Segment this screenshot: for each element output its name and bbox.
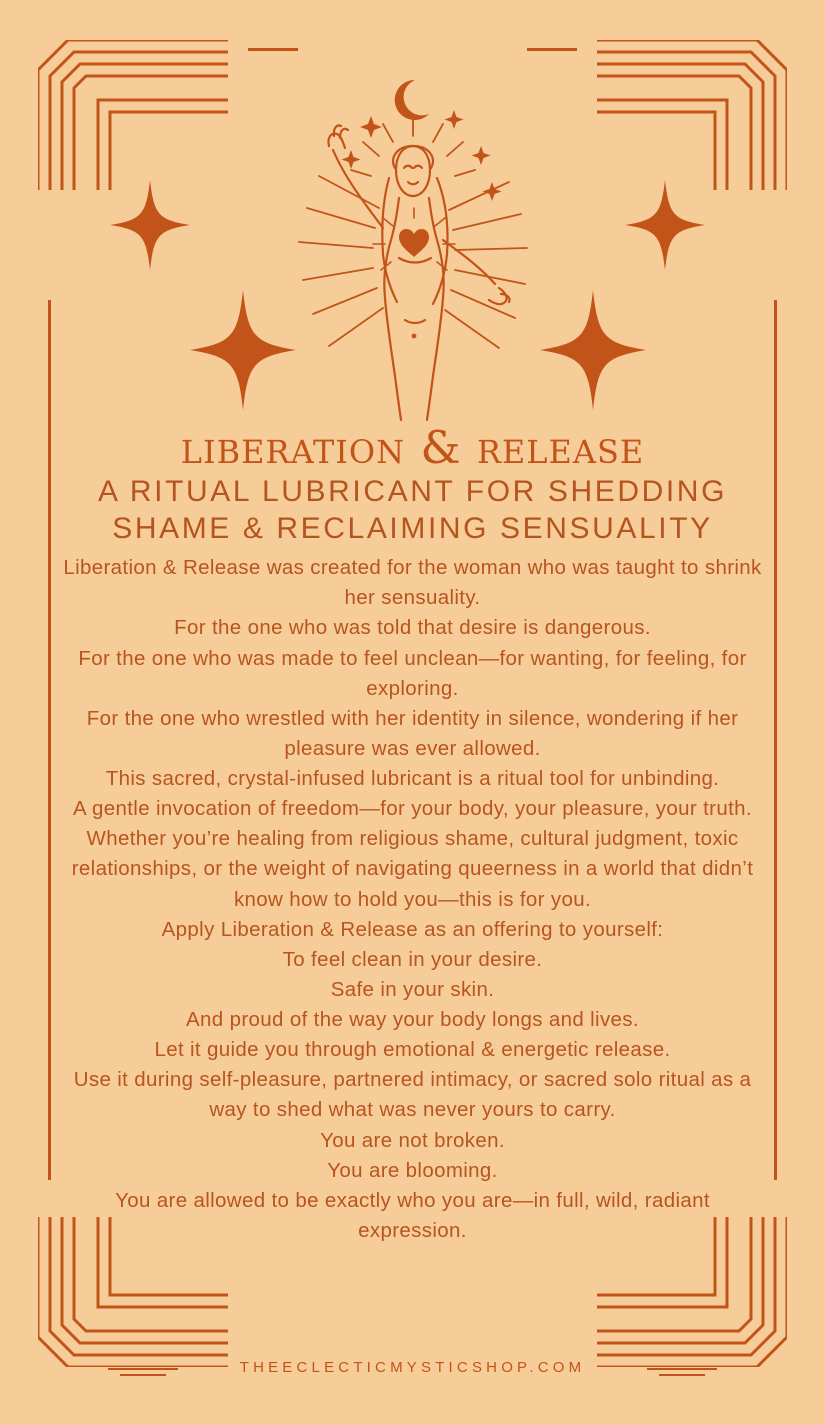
frame-rule-left [48,300,51,1180]
body-paragraph: You are allowed to be exactly who you are—in full, wild, radiant expression. [115,1188,710,1242]
poster-text-block [56,421,769,1246]
body-paragraph: You are not broken. [320,1128,505,1152]
body-copy [56,553,769,1246]
frame-rule-top-right [527,48,577,51]
page-subtitle: A RITUAL LUBRICANT FOR SHEDDING SHAME & RECLAIMING SENSUALITY [97,475,728,545]
corner-ornament-top-right [597,40,787,190]
corner-ornament-top-left [38,40,228,190]
body-paragraph: Safe in your skin. [330,977,495,1001]
body-paragraph: Let it guide you through emotional & energetic release. [154,1038,671,1062]
footer-rule-right [647,1368,717,1370]
frame-rule-right [774,300,777,1180]
footer-website[interactable]: THEECLECTICMYSTICSHOP.COM [239,1359,586,1376]
footer-rule-left [108,1368,178,1370]
body-paragraph: A gentle invocation of freedom—for your body, your pleasure, your truth. [73,797,752,821]
goddess-illustration [233,58,593,428]
body-paragraph: Use it during self-pleasure, partnered intimacy, or sacred solo ritual as a way to shed what was never yours to carry. [73,1068,752,1122]
body-paragraph: You are blooming. [327,1158,498,1182]
footer-rule-left-secondary [120,1374,166,1376]
footer [0,1359,825,1377]
body-paragraph: And proud of the way your body longs and lives. [186,1008,639,1032]
body-paragraph: This sacred, crystal-infused lubricant is a ritual tool for unbinding. [105,767,720,791]
footer-rule-right-secondary [659,1374,705,1376]
body-paragraph: For the one who was told that desire is dangerous. [174,616,651,640]
body-paragraph: Liberation & Release was created for the woman who was taught to shrink her sensuality. [63,556,762,610]
page-title: liberation & release [180,421,645,474]
body-paragraph: For the one who wrestled with her identity in silence, wondering if her pleasure was ever allowed. [86,706,739,760]
sparkle-icon-right-upper [625,180,705,275]
body-paragraph: For the one who was made to feel unclean—for wanting, for feeling, for exploring. [78,646,747,700]
body-paragraph: Apply Liberation & Release as an offering to yourself: [161,917,664,941]
frame-rule-top-left [248,48,298,51]
body-paragraph: To feel clean in your desire. [282,947,543,971]
sparkle-icon-left-upper [110,180,190,275]
body-paragraph: Whether you’re healing from religious shame, cultural judgment, toxic relationships, or the weight of navigating queerness in a world that didn’t know how to hold you—this is for you. [71,827,754,911]
